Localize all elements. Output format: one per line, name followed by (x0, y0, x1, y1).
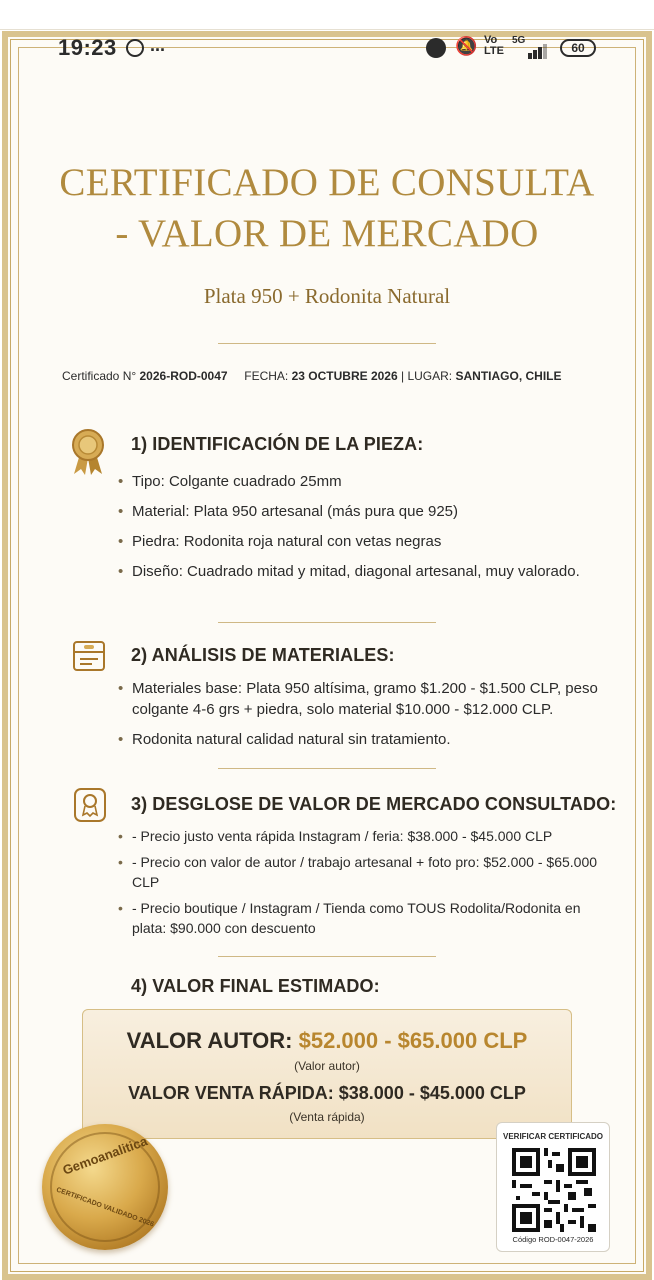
section-list-desglose (118, 826, 608, 944)
quick-sale-label: VALOR VENTA RÁPIDA: (128, 1083, 334, 1103)
quick-sale-value: $38.000 - $45.000 CLP (338, 1083, 526, 1103)
author-value-row (83, 1028, 571, 1054)
certificate-meta-line (62, 369, 602, 383)
section-title-analisis: 2) ANÁLISIS DE MATERIALES: (131, 645, 395, 665)
signal-type: 5G (512, 35, 526, 46)
list-item: • Materiales base: Plata 950 altísima, gramo $1.200 - $1.500 CLP, peso colgante 4-6 grs + piedra, solo material $10.000 - $12.000 CLP. (118, 678, 608, 720)
section-title-desglose: 3) DESGLOSE DE VALOR DE MERCADO CONSULTADO: (131, 794, 617, 814)
certificate-title-line1: CERTIFICADO DE CONSULTA (59, 161, 595, 204)
section-list-analisis (118, 678, 608, 759)
network-indicator (484, 35, 504, 57)
certificate-title-line2: - VALOR DE MERCADO (115, 212, 539, 255)
network-line2: LTE (484, 45, 504, 57)
divider (218, 622, 436, 623)
valuation-box (82, 1009, 572, 1139)
alarm-icon (426, 38, 446, 58)
list-item: • Rodonita natural calidad natural sin tratamiento. (118, 729, 608, 750)
qr-code-icon[interactable] (512, 1148, 596, 1232)
document-box-icon (72, 640, 106, 672)
gold-seal (42, 1124, 168, 1250)
quick-sale-note: (Venta rápida) (289, 1110, 365, 1124)
seal-brand-text: Gemoanalitica (60, 1133, 150, 1178)
cert-date: 23 OCTUBRE 2026 (291, 369, 398, 383)
certificate-subtitle: Plata 950 + Rodonita Natural (203, 284, 451, 308)
battery-icon: 60 (560, 39, 596, 57)
status-time: 19:23 (58, 35, 117, 60)
author-value-label: VALOR AUTOR: (126, 1028, 293, 1053)
qr-verification-card[interactable] (496, 1122, 610, 1252)
cert-place-label: LUGAR: (407, 369, 453, 383)
quick-sale-row (83, 1083, 571, 1104)
top-edge-bar (0, 0, 654, 30)
divider (218, 768, 436, 769)
section-list-identificacion (118, 471, 608, 591)
network-line1: Vo (484, 34, 498, 46)
list-item: • - Precio con valor de autor / trabajo artesanal + foto pro: $52.000 - $65.000 CLP (118, 852, 608, 892)
cert-number-label: Certificado N° (62, 369, 137, 383)
author-value-note: (Valor autor) (294, 1059, 360, 1073)
seal-validation-text: CERTIFICADO VALIDADO 2026 (55, 1186, 155, 1229)
whatsapp-icon (126, 39, 144, 57)
status-bar (0, 33, 654, 61)
section-title-valor-final: 4) VALOR FINAL ESTIMADO: (131, 976, 380, 996)
list-item: • Diseño: Cuadrado mitad y mitad, diagonal artesanal, muy valorado. (118, 561, 608, 582)
qr-code-label: Código ROD-0047-2026 (512, 1235, 594, 1244)
list-item: • Tipo: Colgante cuadrado 25mm (118, 471, 608, 492)
qr-header: VERIFICAR CERTIFICADO (503, 1132, 603, 1141)
author-value: $52.000 - $65.000 CLP (298, 1028, 528, 1053)
cert-place: SANTIAGO, CHILE (455, 369, 562, 383)
cert-separator: | (400, 369, 405, 383)
status-dots: ... (150, 35, 166, 55)
cert-date-label: FECHA: (244, 369, 289, 383)
divider (218, 343, 436, 344)
signal-icon (528, 41, 548, 59)
list-item: • - Precio justo venta rápida Instagram / feria: $38.000 - $45.000 CLP (118, 826, 608, 846)
badge-icon (73, 787, 107, 823)
list-item: • - Precio boutique / Instagram / Tienda como TOUS Rodolita/Rodonita en plata: $90.000 con descuento (118, 898, 608, 938)
cert-number: 2026-ROD-0047 (139, 369, 228, 383)
list-item: • Piedra: Rodonita roja natural con vetas negras (118, 531, 608, 552)
section-title-identificacion: 1) IDENTIFICACIÓN DE LA PIEZA: (131, 434, 424, 454)
divider (218, 956, 436, 957)
mute-icon: 🔕 (455, 36, 478, 56)
award-ribbon-icon (68, 428, 108, 476)
list-item: • Material: Plata 950 artesanal (más pura que 925) (118, 501, 608, 522)
